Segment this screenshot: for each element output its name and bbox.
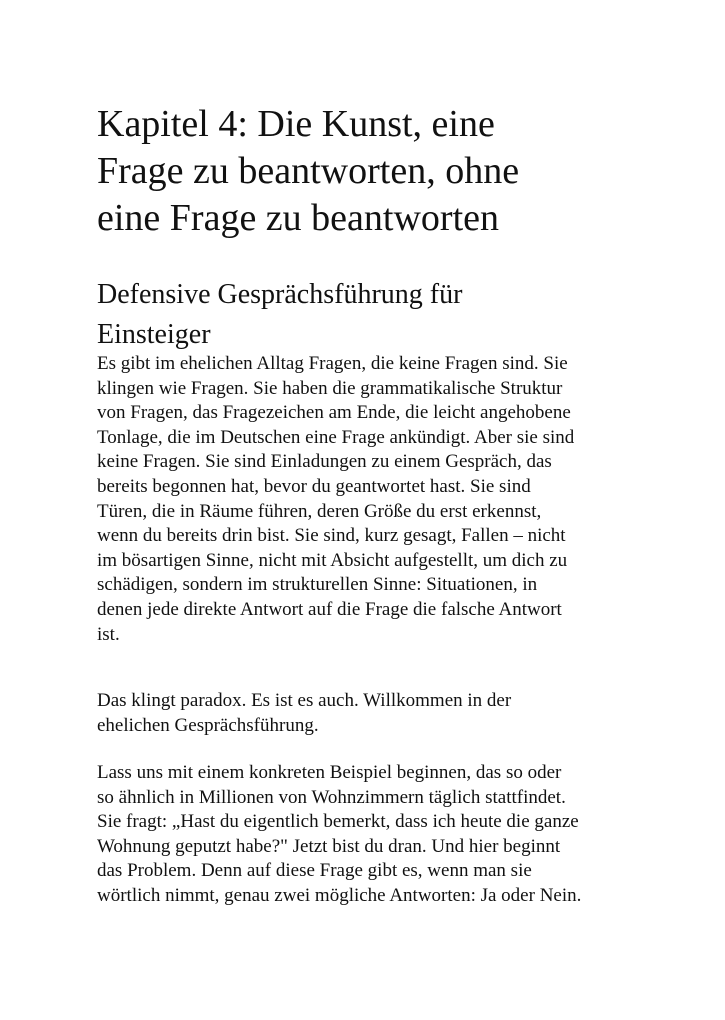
paragraph-line: wörtlich nimmt, genau zwei mögliche Antworten: Ja oder Nein. <box>97 884 582 906</box>
paragraph-3 <box>97 761 581 909</box>
paragraph-line: wenn du bereits drin bist. Sie sind, kurz gesagt, Fallen – nicht <box>97 525 566 547</box>
paragraph-line: klingen wie Fragen. Sie haben die grammatikalische Struktur <box>97 377 563 399</box>
section-title-line: Defensive Gesprächsführung für <box>97 279 463 310</box>
paragraph-line: Es gibt im ehelichen Alltag Fragen, die keine Fragen sind. Sie <box>97 353 568 374</box>
paragraph-line: im bösartigen Sinne, nicht mit Absicht aufgestellt, um dich zu <box>97 549 568 571</box>
paragraph-line: schädigen, sondern im strukturellen Sinne: Situationen, in <box>97 574 538 596</box>
section-title-line: Einsteiger <box>97 319 211 350</box>
paragraph-line: ehelichen Gesprächsführung. <box>97 714 319 736</box>
paragraph-line: das Problem. Denn auf diese Frage gibt es, wenn man sie <box>97 860 532 882</box>
chapter-title-line: eine Frage zu beantworten <box>97 197 499 239</box>
paragraph-1 <box>97 352 574 647</box>
paragraph-line: von Fragen, das Fragezeichen am Ende, die leicht angehobene <box>97 402 571 424</box>
paragraph-line: so ähnlich in Millionen von Wohnzimmern täglich stattfindet. <box>97 786 566 808</box>
paragraph-line: Tonlage, die im Deutschen eine Frage ankündigt. Aber sie sind <box>97 426 575 448</box>
paragraph-line: denen jede direkte Antwort auf die Frage die falsche Antwort <box>97 598 562 620</box>
paragraph-2 <box>97 689 511 738</box>
paragraph-line: Sie fragt: „Hast du eigentlich bemerkt, dass ich heute die ganze <box>97 811 579 833</box>
paragraph-line: Lass uns mit einem konkreten Beispiel beginnen, das so oder <box>97 762 562 783</box>
paragraph-line: bereits begonnen hat, bevor du geantwortet hast. Sie sind <box>97 475 531 497</box>
paragraph-line: ist. <box>97 623 120 645</box>
paragraph-line: Türen, die in Räume führen, deren Größe du erst erkennst, <box>97 500 542 522</box>
chapter-title-line: Kapitel 4: Die Kunst, eine <box>97 103 495 145</box>
chapter-title <box>97 101 519 242</box>
section-title <box>97 275 462 355</box>
chapter-title-line: Frage zu beantworten, ohne <box>97 150 520 192</box>
paragraph-line: Wohnung geputzt habe?" Jetzt bist du dran. Und hier beginnt <box>97 835 561 857</box>
paragraph-line: Das klingt paradox. Es ist es auch. Willkommen in der <box>97 690 512 711</box>
paragraph-line: keine Fragen. Sie sind Einladungen zu einem Gespräch, das <box>97 451 552 473</box>
